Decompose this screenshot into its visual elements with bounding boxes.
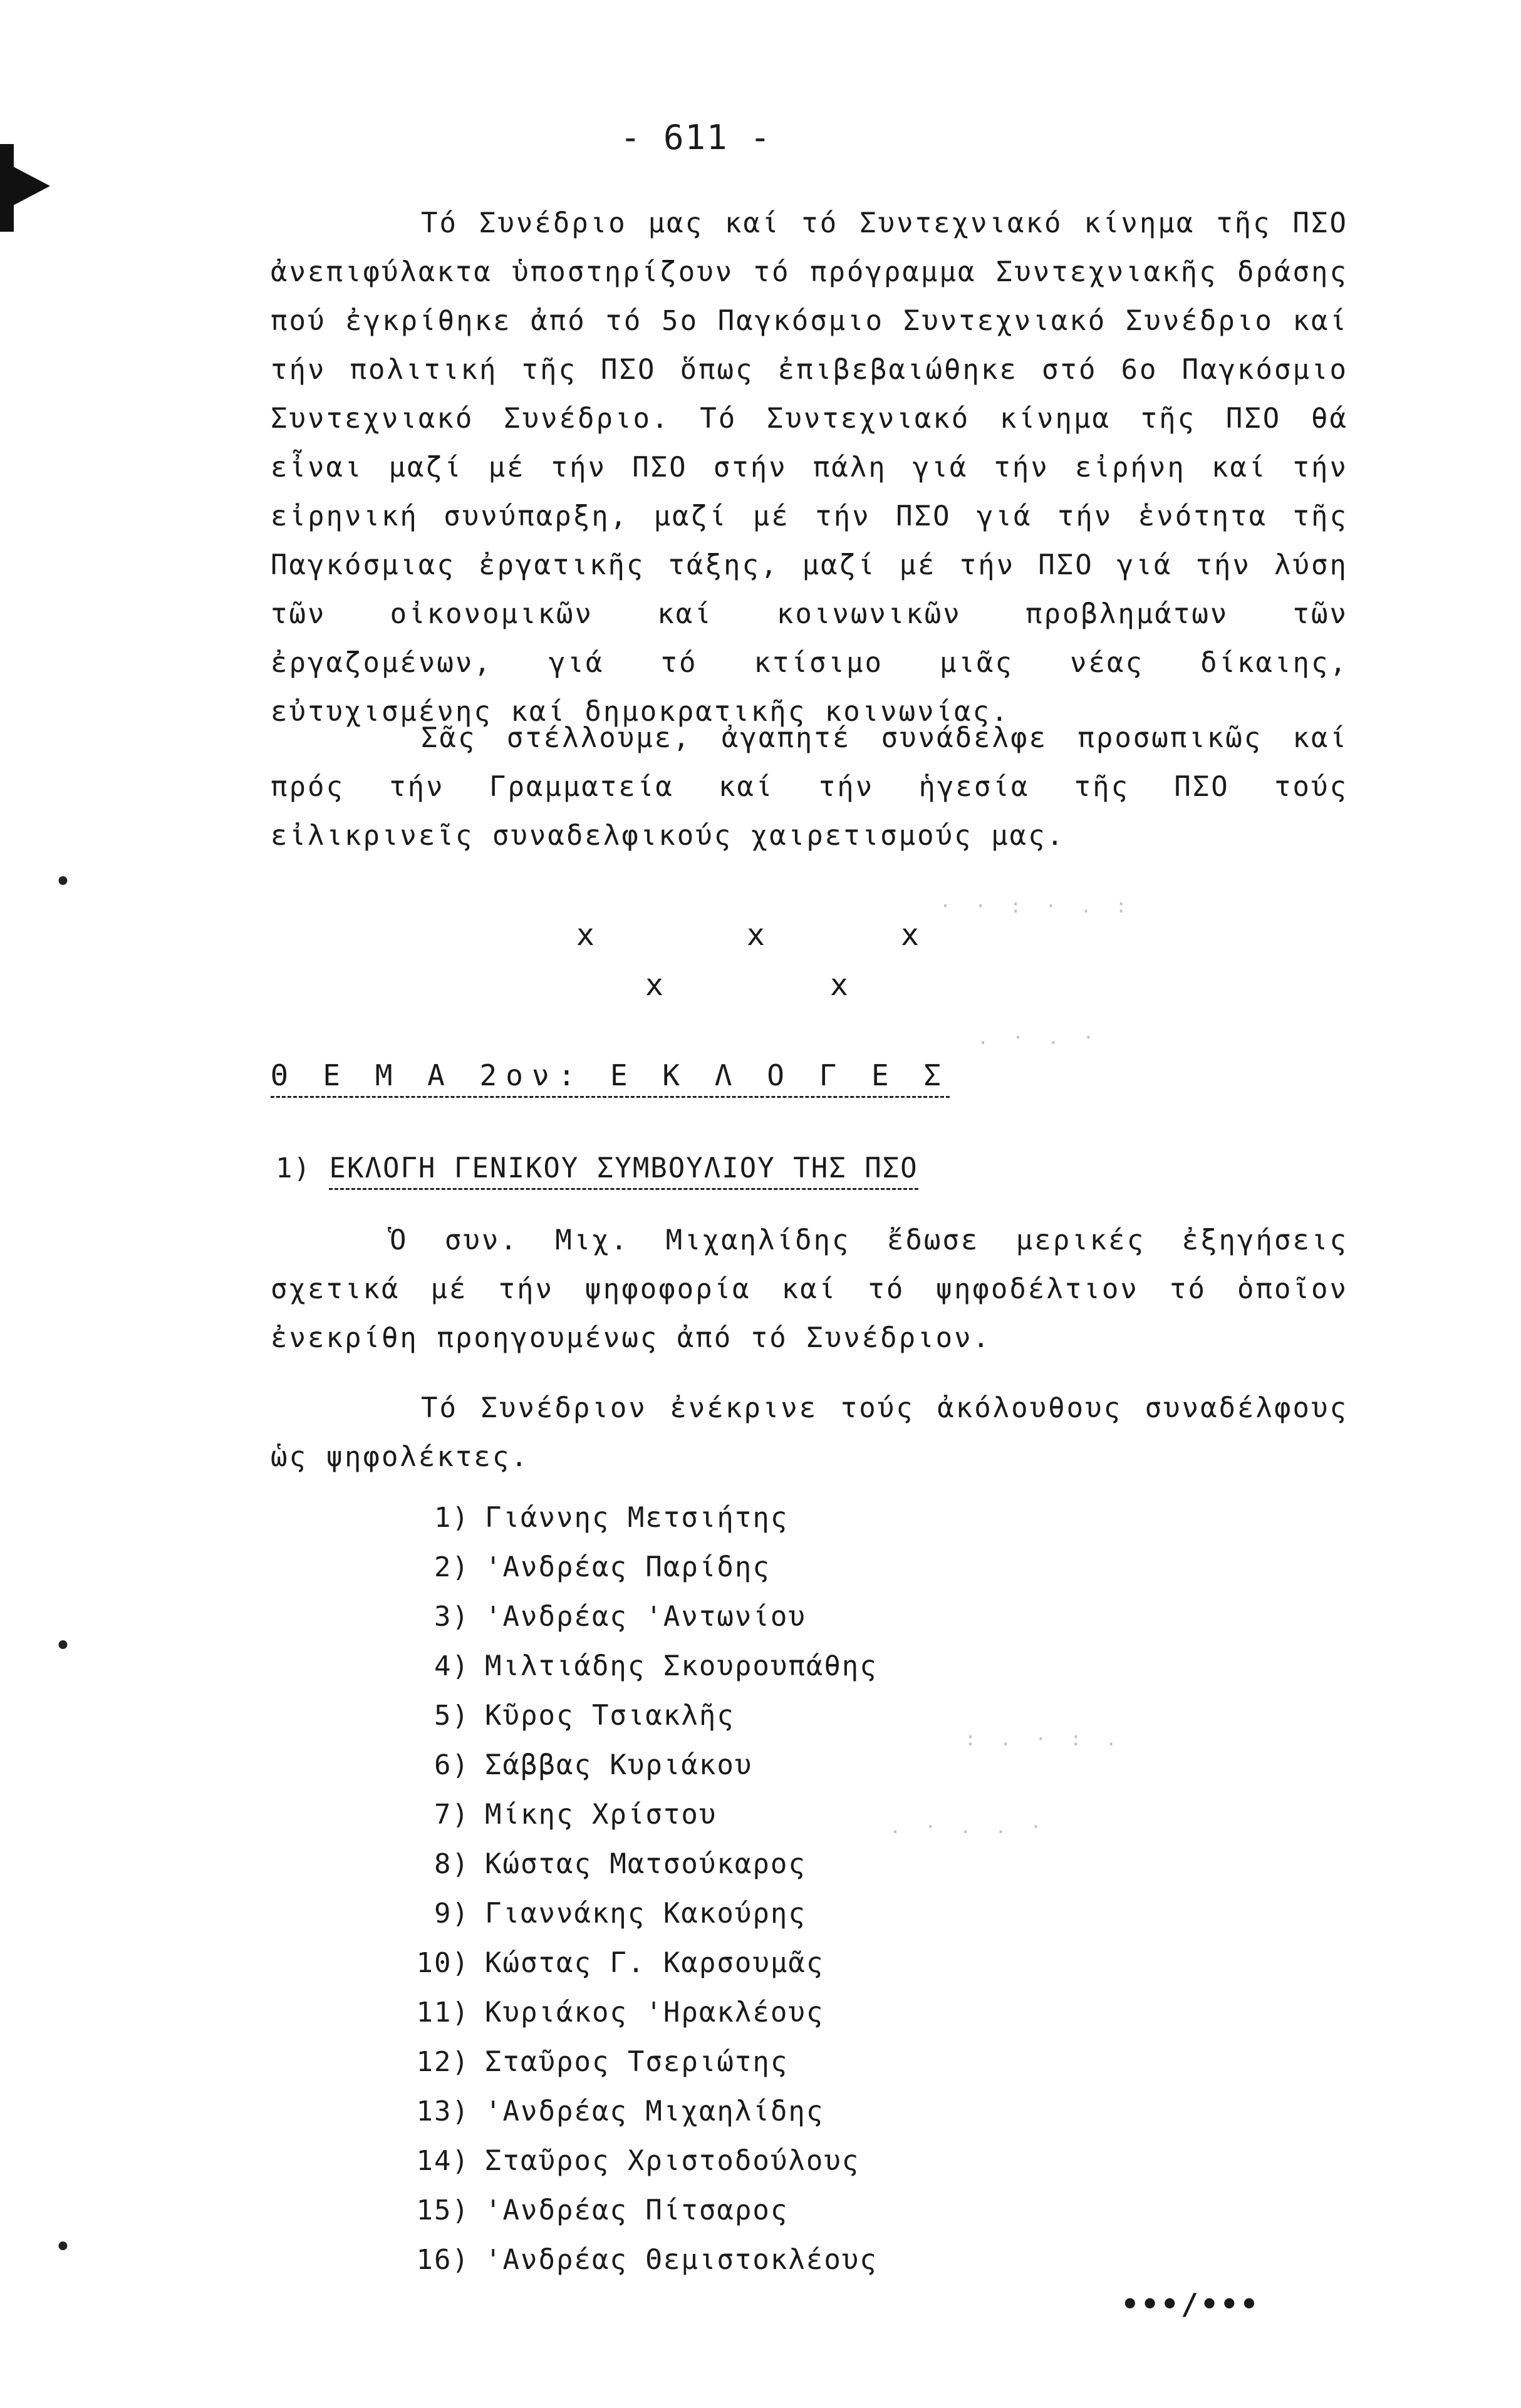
margin-speck-1: •	[54, 864, 72, 899]
scan-noise-2: . · . ·	[977, 1027, 1101, 1049]
scan-noise-3: : . · : .	[965, 1728, 1123, 1750]
subheading-text: ΕΚΛΟΓΗ ΓΕΝΙΚΟΥ ΣΥΜΒΟΥΛΙΟΥ ΤΗΣ ΠΣΟ	[329, 1152, 918, 1190]
list-item: 10) Κώστας Γ. Καρσουμᾶς	[416, 1947, 824, 1979]
scan-noise-1: · · : · . :	[940, 896, 1133, 917]
list-item: 8) Κώστας Ματσούκαρος	[434, 1848, 806, 1880]
list-item: 4) Μιλτιάδης Σκουρουπάθης	[434, 1650, 878, 1682]
page-number: - 611 -	[620, 118, 772, 157]
list-item: 13) 'Ανδρέας Μιχαηλίδης	[416, 2095, 824, 2127]
separator-mark-1: x	[576, 917, 594, 953]
list-item: 9) Γιαννάκης Κακούρης	[434, 1898, 806, 1930]
subheading-number: 1)	[276, 1152, 311, 1184]
election-subheading	[276, 1152, 918, 1191]
list-item: 11) Κυριάκος 'Ηρακλέους	[416, 1997, 824, 2028]
paragraph-tellers-approved: Τό Συνέδριον ἐνέκρινε τούς ἀκόλουθους συναδέλφους ὡς ψηφολέκτες.	[271, 1392, 1367, 1473]
binder-arrow-mark	[0, 160, 50, 212]
list-item: 16) 'Ανδρέας Θεμιστοκλέους	[416, 2244, 878, 2276]
scan-noise-4: . · . . ·	[890, 1816, 1048, 1838]
paragraph-voting-explanation: Ὁ συν. Μιχ. Μιχαηλίδης ἔδωσε μερικές ἐξηγήσεις σχετικά μέ τήν ψηφοφορία καί τό ψηφοδέλτιον τό ὁποῖον ἐνεκρίθη προηγουμένως ἀπό τό Συνέδριον.	[271, 1224, 1367, 1354]
list-item: 6) Σάββας Κυριάκου	[434, 1749, 753, 1781]
list-item: 1) Γιάννης Μετσιήτης	[434, 1502, 789, 1534]
separator-mark-3: x	[901, 917, 919, 953]
list-item: 14) Σταῦρος Χριστοδούλους	[416, 2145, 860, 2177]
separator-mark-2: x	[747, 917, 765, 953]
list-item: 3) 'Ανδρέας 'Αντωνίου	[434, 1601, 806, 1633]
list-item: 7) Μίκης Χρίστου	[434, 1799, 717, 1831]
theme-heading: Θ Ε Μ Α 2ον: Ε Κ Λ Ο Γ Ε Σ	[271, 1058, 950, 1098]
list-item: 12) Σταῦρος Τσεριώτης	[416, 2046, 789, 2078]
margin-speck-2: •	[54, 1628, 72, 1663]
list-item: 2) 'Ανδρέας Παρίδης	[434, 1551, 771, 1583]
separator-mark-5: x	[830, 968, 848, 1003]
paragraph-greetings: Σᾶς στέλλουμε, ἀγαπητέ συνάδελφε προσωπικῶς καί πρός τήν Γραμματεία καί τήν ἡγεσία τῆς ΠΣΟ τούς εἰλικρινεῖς συναδελφικούς χαιρετισμούς μας.	[271, 722, 1367, 852]
paragraph-congress-support: Τό Συνέδριο μας καί τό Συντεχνιακό κίνημα τῆς ΠΣΟ ἀνεπιφύλακτα ὑποστηρίζουν τό πρόγραμμα Συντεχνιακῆς δράσης πού ἐγκρίθηκε ἀπό τό 5ο Παγκόσμιο Συντεχνιακό Συνέδριο καί τήν πολιτική τῆς ΠΣΟ ὅπως ἐπιβεβαιώθηκε στό 6ο Παγκόσμιο Συντεχνιακό Συνέδριο. Τό Συντεχνιακό κίνημα τῆς ΠΣΟ θά εἶναι μαζί μέ τήν ΠΣΟ στήν πάλη γιά τήν εἰρήνη καί τήν εἰρηνική συνύπαρξη, μαζί μέ τήν ΠΣΟ γιά τήν ἑνότητα τῆς Παγκόσμιας ἐργατικῆς τάξης, μαζί μέ τήν ΠΣΟ γιά τήν λύση τῶν οἰκονομικῶν καί κοινωνικῶν προβλημάτων τῶν ἐργαζομένων, γιά τό κτίσιμο μιᾶς νέας δίκαιης, εὐτυχισμένης καί δημοκρατικῆς κοινωνίας.	[271, 207, 1367, 728]
separator-mark-4: x	[645, 968, 663, 1003]
margin-speck-3: •	[54, 2230, 72, 2265]
teller-list	[401, 1502, 878, 2293]
list-item: 15) 'Ανδρέας Πίτσαρος	[416, 2194, 789, 2226]
list-item: 5) Κῦρος Τσιακλῆς	[434, 1700, 735, 1732]
continuation-mark: •••/•••	[1121, 2287, 1260, 2321]
